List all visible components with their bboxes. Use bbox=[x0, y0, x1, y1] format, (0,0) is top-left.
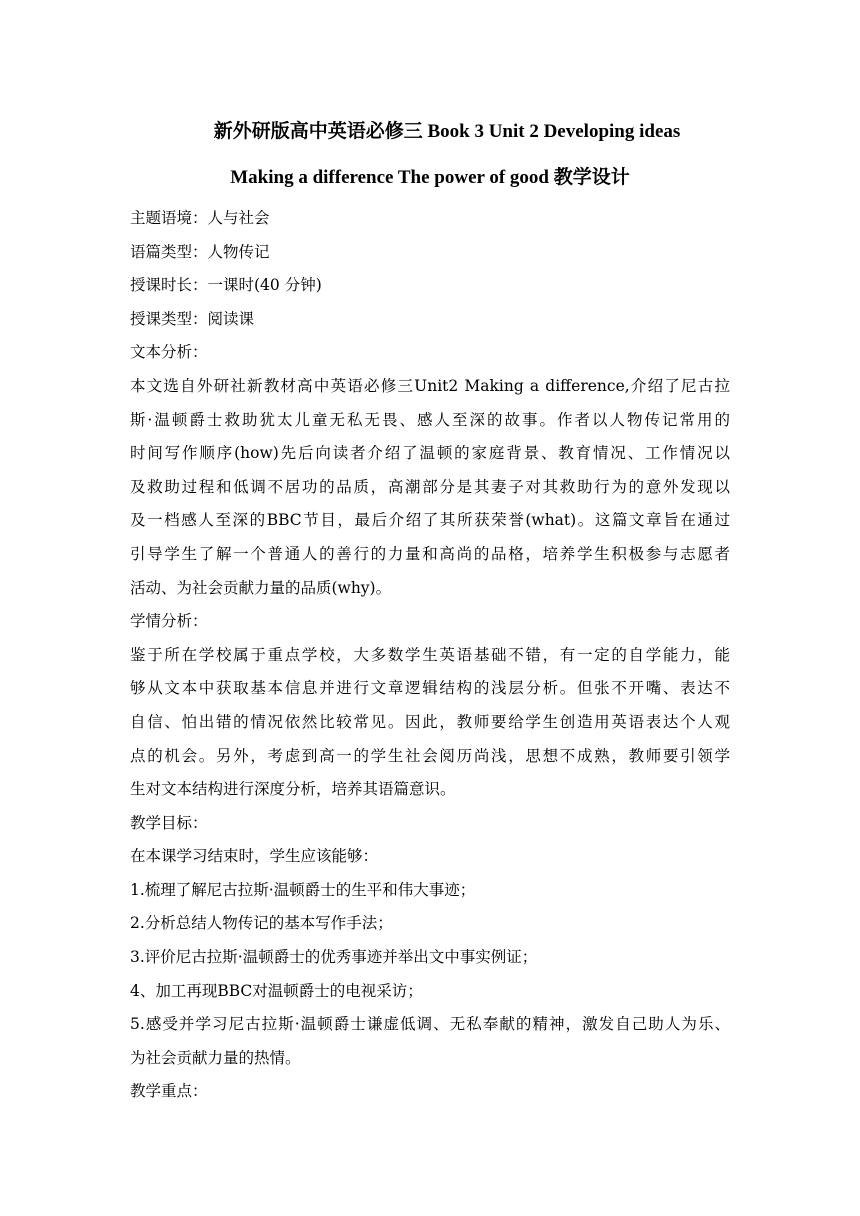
objective-item-2: 2.分析总结人物传记的基本写作手法； bbox=[130, 914, 393, 933]
objective-item-1: 1.梳理了解尼古拉斯·温顿爵士的生平和伟大事迹； bbox=[130, 880, 476, 899]
objective-item-5 bbox=[130, 1008, 730, 1075]
section-heading-student-analysis: 学情分析： bbox=[130, 612, 208, 631]
meta-duration: 授课时长：一课时(40 分钟) bbox=[130, 276, 322, 295]
paragraph-line: 斯·温顿爵士救助犹太儿童无私无畏、感人至深的故事。作者以人物传记常用的 bbox=[130, 410, 730, 429]
meta-text-type: 语篇类型：人物传记 bbox=[130, 242, 270, 261]
paragraph-text-analysis bbox=[130, 370, 730, 605]
meta-lesson-type: 授课类型：阅读课 bbox=[130, 309, 255, 328]
paragraph-line: 鉴于所在学校属于重点学校，大多数学生英语基础不错，有一定的自学能力，能 bbox=[130, 645, 730, 664]
objective-item-4: 4、加工再现BBC对温顿爵士的电视采访； bbox=[130, 981, 423, 1000]
paragraph-line: 自信、怕出错的情况依然比较常见。因此，教师要给学生创造用英语表达个人观 bbox=[130, 712, 730, 731]
paragraph-line: 点的机会。另外，考虑到高一的学生社会阅历尚浅，思想不成熟，教师要引领学 bbox=[130, 746, 730, 765]
section-heading-text-analysis: 文本分析： bbox=[130, 343, 208, 362]
objectives-intro: 在本课学习结束时，学生应该能够： bbox=[130, 847, 379, 866]
paragraph-student-analysis bbox=[130, 639, 730, 807]
objective-item-3: 3.评价尼古拉斯·温顿爵士的优秀事迹并举出文中事实例证； bbox=[130, 948, 538, 967]
meta-theme: 主题语境：人与社会 bbox=[130, 209, 270, 227]
paragraph-line: 活动、为社会贡献力量的品质(why)。 bbox=[130, 578, 392, 597]
paragraph-line: 5.感受并学习尼古拉斯·温顿爵士谦虚低调、无私奉献的精神，激发自己助人为乐、 bbox=[130, 1015, 730, 1034]
paragraph-line: 本文选自外研社新教材高中英语必修三Unit2 Making a difference,介绍了尼古拉 bbox=[130, 376, 730, 395]
section-heading-key-points: 教学重点： bbox=[130, 1082, 208, 1101]
paragraph-line: 为社会贡献力量的热情。 bbox=[130, 1048, 301, 1067]
paragraph-line: 及一档感人至深的BBC节目，最后介绍了其所获荣誉(what)。这篇文章旨在通过 bbox=[130, 511, 730, 530]
document-title-line-2: Making a difference The power of good 教学设计 bbox=[230, 167, 630, 188]
paragraph-line: 及救助过程和低调不居功的品质，高潮部分是其妻子对其救助行为的意外发现以 bbox=[130, 477, 730, 496]
document-title-line-1: 新外研版高中英语必修三 Book 3 Unit 2 Developing ideas bbox=[213, 121, 681, 142]
section-heading-objectives: 教学目标： bbox=[130, 813, 208, 832]
document-page bbox=[130, 118, 730, 1109]
paragraph-line: 引导学生了解一个普通人的善行的力量和高尚的品格，培养学生积极参与志愿者 bbox=[130, 544, 730, 563]
paragraph-line: 生对文本结构进行深度分析，培养其语篇意识。 bbox=[130, 780, 456, 799]
paragraph-line: 时间写作顺序(how)先后向读者介绍了温顿的家庭背景、教育情况、工作情况以 bbox=[130, 444, 730, 463]
paragraph-line: 够从文本中获取基本信息并进行文章逻辑结构的浅层分析。但张不开嘴、表达不 bbox=[130, 679, 730, 698]
